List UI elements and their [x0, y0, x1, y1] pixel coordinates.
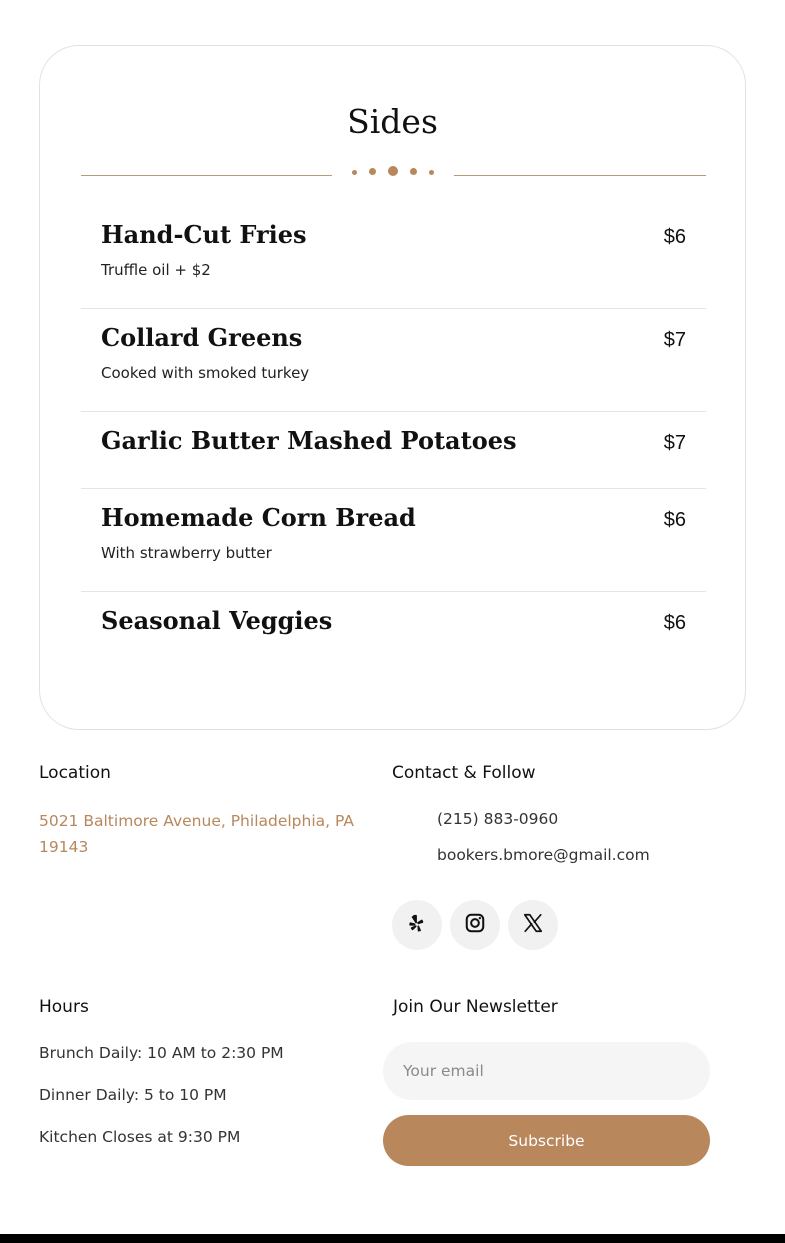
x-twitter-link[interactable] — [508, 900, 558, 950]
section-title: Sides — [347, 102, 438, 141]
instagram-link[interactable] — [450, 900, 500, 950]
item-name: Seasonal Veggies — [101, 606, 333, 635]
hours-line: Kitchen Closes at 9:30 PM — [39, 1128, 241, 1146]
divider-left — [81, 175, 332, 176]
item-description: With strawberry butter — [101, 544, 272, 562]
item-price: $7 — [663, 432, 686, 454]
item-price: $6 — [663, 612, 686, 634]
yelp-link[interactable] — [392, 900, 442, 950]
hours-heading: Hours — [39, 997, 89, 1017]
menu-item — [81, 489, 706, 592]
contact-heading: Contact & Follow — [392, 763, 536, 783]
menu-item — [81, 206, 706, 309]
subscribe-button[interactable]: Subscribe — [383, 1115, 710, 1166]
item-description: Cooked with smoked turkey — [101, 364, 310, 382]
menu-card — [39, 45, 746, 730]
menu-item — [81, 412, 706, 489]
item-price: $6 — [663, 509, 686, 531]
item-description: Truffle oil + $2 — [101, 261, 211, 279]
ornament-dots — [350, 165, 436, 179]
item-name: Garlic Butter Mashed Potatoes — [101, 426, 517, 455]
yelp-icon — [406, 912, 428, 938]
address-link[interactable]: 5021 Baltimore Avenue, Philadelphia, PA 19143 — [39, 812, 354, 856]
newsletter-heading: Join Our Newsletter — [393, 997, 558, 1017]
item-name: Hand-Cut Fries — [101, 220, 307, 249]
email-link[interactable]: bookers.bmore@gmail.com — [437, 846, 650, 864]
location-heading: Location — [39, 763, 111, 783]
instagram-icon — [464, 912, 486, 938]
newsletter-email-input[interactable] — [383, 1042, 710, 1100]
item-price: $6 — [663, 226, 686, 248]
menu-item — [81, 592, 706, 669]
x-twitter-icon — [522, 912, 544, 938]
phone-link[interactable]: (215) 883-0960 — [437, 810, 559, 828]
hours-line: Brunch Daily: 10 AM to 2:30 PM — [39, 1044, 284, 1062]
hours-line: Dinner Daily: 5 to 10 PM — [39, 1086, 227, 1104]
item-name: Homemade Corn Bread — [101, 503, 416, 532]
item-price: $7 — [663, 329, 686, 351]
divider-right — [454, 175, 706, 176]
footer-bar — [0, 1234, 785, 1243]
menu-item — [81, 309, 706, 412]
item-name: Collard Greens — [101, 323, 303, 352]
